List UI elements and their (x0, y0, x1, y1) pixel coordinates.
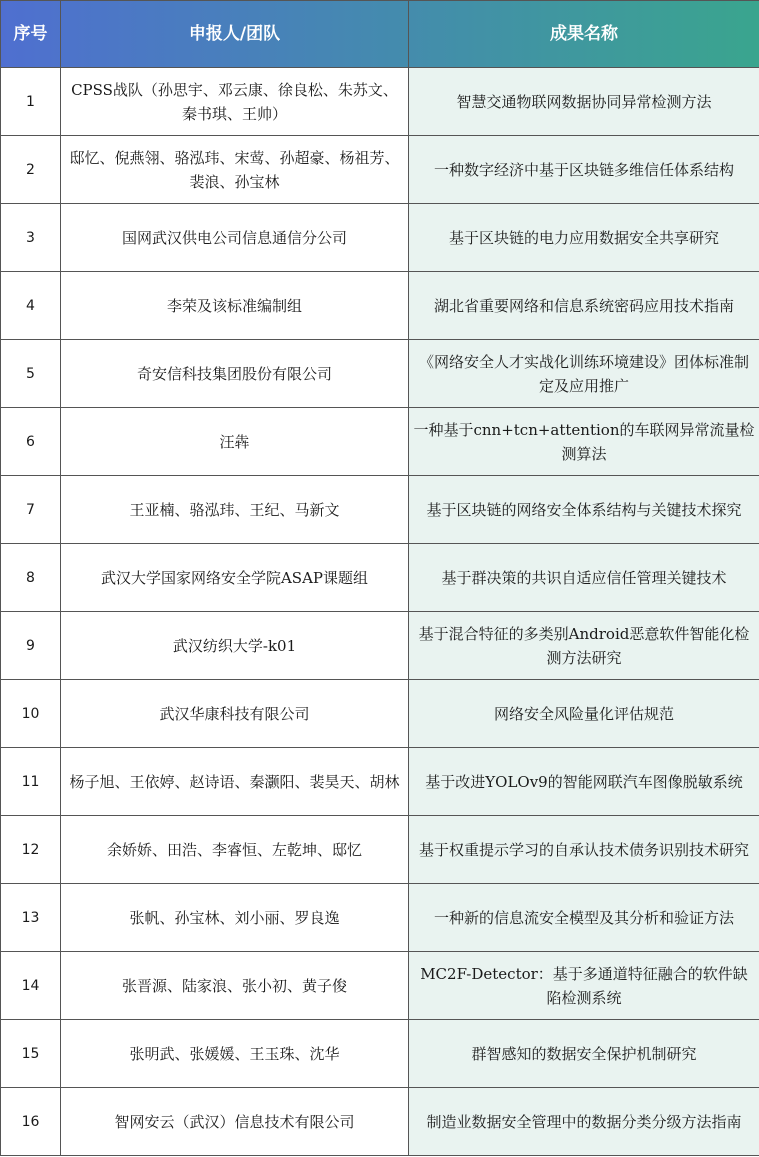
row-result-name: 基于区块链的电力应用数据安全共享研究 (409, 204, 759, 272)
table-row (1, 680, 759, 748)
table-row (1, 204, 759, 272)
row-result-name: MC2F-Detector：基于多通道特征融合的软件缺陷检测系统 (409, 952, 759, 1020)
row-serial-number: 1 (1, 68, 61, 136)
header-applicant-team: 申报人/团队 (61, 1, 409, 68)
row-result-name: 《网络安全人才实战化训练环境建设》团体标准制定及应用推广 (409, 340, 759, 408)
row-applicant-team: 武汉华康科技有限公司 (61, 680, 409, 748)
header-serial-number: 序号 (1, 1, 61, 68)
row-serial-number: 10 (1, 680, 61, 748)
row-applicant-team: 杨子旭、王依婷、赵诗语、秦灏阳、裴昊天、胡林 (61, 748, 409, 816)
row-serial-number: 3 (1, 204, 61, 272)
table-header (1, 1, 759, 68)
row-applicant-team: 李荣及该标准编制组 (61, 272, 409, 340)
row-result-name: 制造业数据安全管理中的数据分类分级方法指南 (409, 1088, 759, 1156)
table-row (1, 612, 759, 680)
row-serial-number: 11 (1, 748, 61, 816)
row-applicant-team: 王亚楠、骆泓玮、王纪、马新文 (61, 476, 409, 544)
row-result-name: 网络安全风险量化评估规范 (409, 680, 759, 748)
row-applicant-team: 武汉纺织大学-k01 (61, 612, 409, 680)
row-applicant-team: 张晋源、陆家浪、张小初、黄子俊 (61, 952, 409, 1020)
row-applicant-team: 张帆、孙宝林、刘小丽、罗良逸 (61, 884, 409, 952)
table-row (1, 1020, 759, 1088)
row-result-name: 群智感知的数据安全保护机制研究 (409, 1020, 759, 1088)
row-result-name: 基于权重提示学习的自承认技术债务识别技术研究 (409, 816, 759, 884)
row-result-name: 基于混合特征的多类别Android恶意软件智能化检测方法研究 (409, 612, 759, 680)
table-row (1, 544, 759, 612)
row-result-name: 基于改进YOLOv9的智能网联汽车图像脱敏系统 (409, 748, 759, 816)
row-result-name: 一种数字经济中基于区块链多维信任体系结构 (409, 136, 759, 204)
table-row (1, 340, 759, 408)
row-applicant-team: 邸忆、倪燕翎、骆泓玮、宋莺、孙超豪、杨祖芳、裴浪、孙宝林 (61, 136, 409, 204)
row-result-name: 基于群决策的共识自适应信任管理关键技术 (409, 544, 759, 612)
row-serial-number: 2 (1, 136, 61, 204)
row-applicant-team: 武汉大学国家网络安全学院ASAP课题组 (61, 544, 409, 612)
table-row (1, 884, 759, 952)
row-result-name: 智慧交通物联网数据协同异常检测方法 (409, 68, 759, 136)
header-result-name: 成果名称 (409, 1, 759, 68)
row-serial-number: 12 (1, 816, 61, 884)
row-serial-number: 6 (1, 408, 61, 476)
table-row (1, 476, 759, 544)
table-row (1, 1088, 759, 1156)
row-result-name: 一种新的信息流安全模型及其分析和验证方法 (409, 884, 759, 952)
row-applicant-team: 汪犇 (61, 408, 409, 476)
row-applicant-team: 国网武汉供电公司信息通信分公司 (61, 204, 409, 272)
row-result-name: 湖北省重要网络和信息系统密码应用技术指南 (409, 272, 759, 340)
row-serial-number: 9 (1, 612, 61, 680)
table-row (1, 68, 759, 136)
row-serial-number: 4 (1, 272, 61, 340)
row-serial-number: 15 (1, 1020, 61, 1088)
table-body (1, 68, 759, 1156)
row-serial-number: 8 (1, 544, 61, 612)
header-row (1, 1, 759, 68)
row-applicant-team: 张明武、张媛媛、王玉珠、沈华 (61, 1020, 409, 1088)
table-row (1, 748, 759, 816)
row-result-name: 一种基于cnn+tcn+attention的车联网异常流量检测算法 (409, 408, 759, 476)
table-row (1, 272, 759, 340)
row-serial-number: 14 (1, 952, 61, 1020)
table-row (1, 136, 759, 204)
row-applicant-team: 余娇娇、田浩、李睿恒、左乾坤、邸忆 (61, 816, 409, 884)
row-applicant-team: CPSS战队（孙思宇、邓云康、徐良松、朱苏文、秦书琪、王帅） (61, 68, 409, 136)
row-serial-number: 5 (1, 340, 61, 408)
table-row (1, 816, 759, 884)
table-row (1, 952, 759, 1020)
row-serial-number: 7 (1, 476, 61, 544)
row-serial-number: 16 (1, 1088, 61, 1156)
row-result-name: 基于区块链的网络安全体系结构与关键技术探究 (409, 476, 759, 544)
table-row (1, 408, 759, 476)
row-serial-number: 13 (1, 884, 61, 952)
row-applicant-team: 智网安云（武汉）信息技术有限公司 (61, 1088, 409, 1156)
row-applicant-team: 奇安信科技集团股份有限公司 (61, 340, 409, 408)
